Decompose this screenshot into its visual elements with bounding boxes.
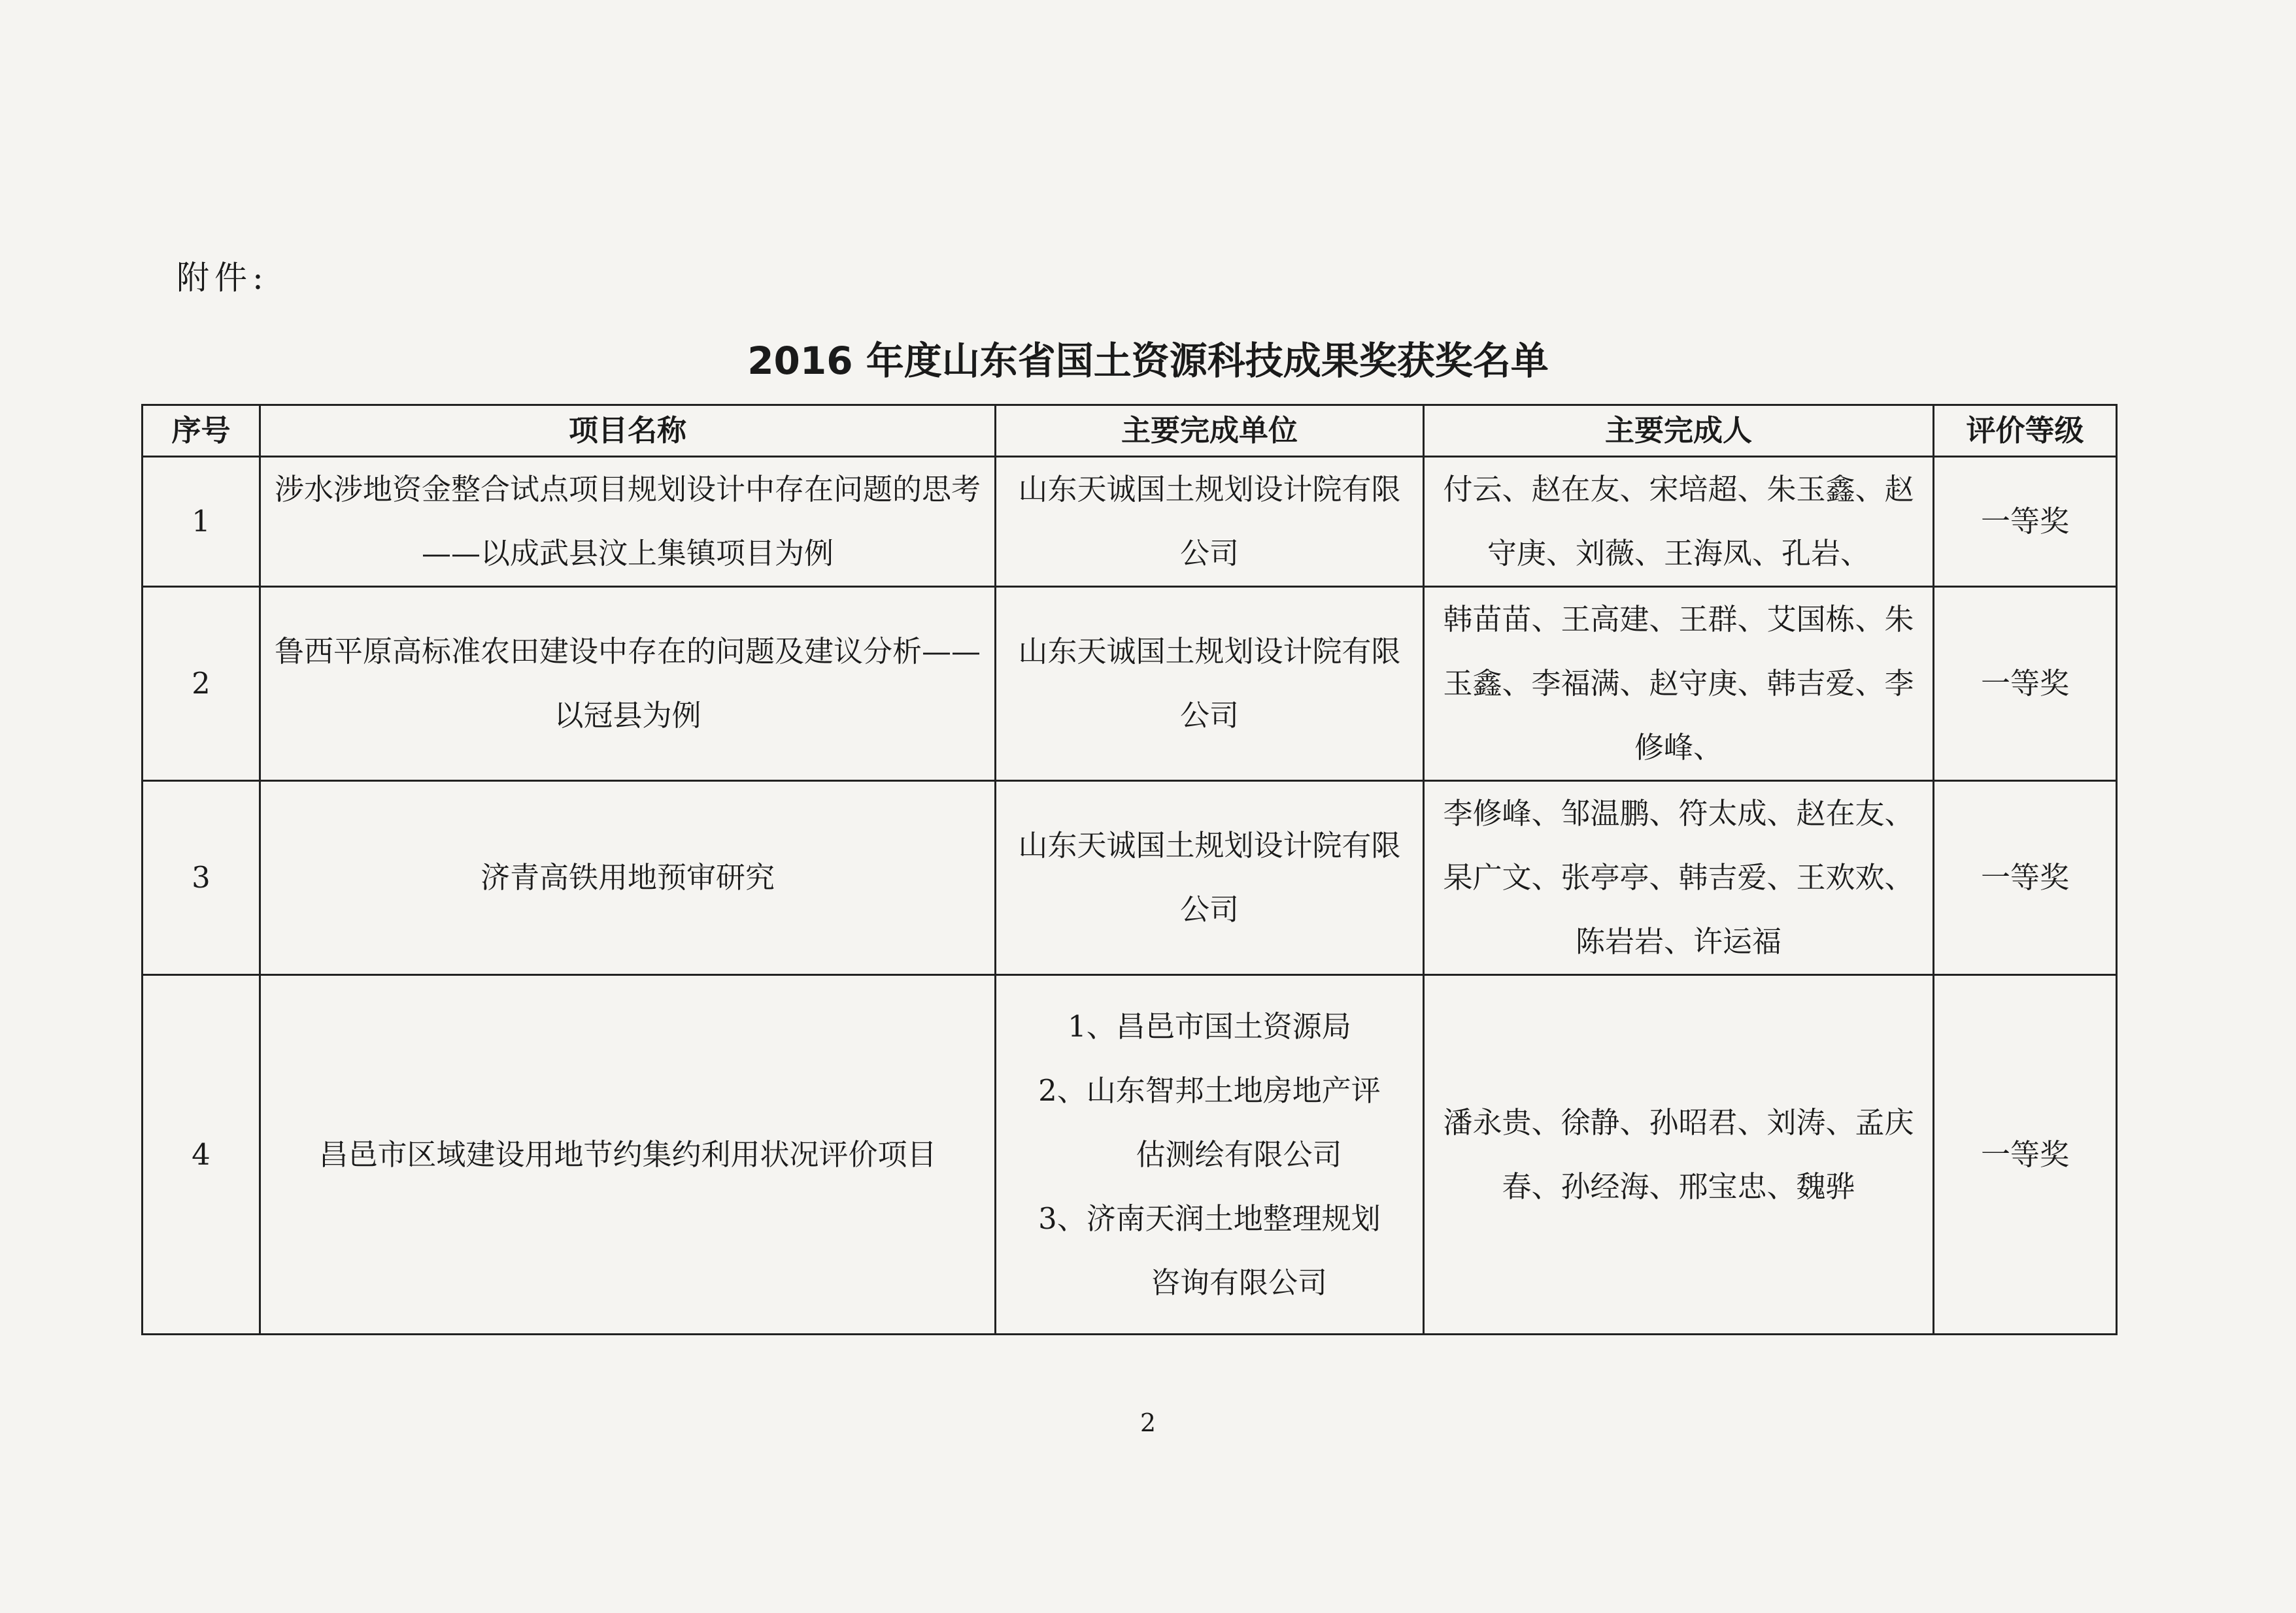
page-number: 2	[1140, 1408, 1156, 1437]
row-unit: 山东天诚国土规划设计院有限公司	[996, 457, 1424, 587]
attachment-label: 附件:	[177, 259, 269, 297]
row-project-name: 昌邑市区域建设用地节约集约利用状况评价项目	[260, 975, 996, 1335]
row-persons: 潘永贵、徐静、孙昭君、刘涛、孟庆春、孙经海、邢宝忠、魏骅	[1424, 975, 1934, 1335]
header-level: 评价等级	[1934, 405, 2117, 457]
awards-table	[141, 404, 2118, 1335]
row-no: 4	[143, 975, 260, 1335]
page-title: 2016 年度山东省国土资源科技成果奖获奖名单	[747, 339, 1549, 383]
row-level: 一等奖	[1934, 587, 2117, 781]
row-no: 3	[143, 781, 260, 975]
header-persons: 主要完成人	[1424, 405, 1934, 457]
unit-item-2-continued: 估测绘有限公司	[1136, 1137, 1342, 1172]
table-row	[143, 781, 2117, 975]
row-project-name: 济青高铁用地预审研究	[260, 781, 996, 975]
row-persons: 韩苗苗、王高建、王群、艾国栋、朱玉鑫、李福满、赵守庚、韩吉爱、李修峰、	[1424, 587, 1934, 781]
table-row	[143, 587, 2117, 781]
unit-item-1: 1、昌邑市国土资源局	[1068, 1008, 1351, 1044]
row-project-name: 涉水涉地资金整合试点项目规划设计中存在问题的思考——以成武县汶上集镇项目为例	[260, 457, 996, 587]
row-unit: 山东天诚国土规划设计院有限公司	[996, 781, 1424, 975]
unit-item-3: 3、济南天润土地整理规划	[1038, 1201, 1381, 1236]
header-project-name: 项目名称	[260, 405, 996, 457]
table-row	[143, 457, 2117, 587]
table-row	[143, 975, 2117, 1335]
unit-item-3-continued: 咨询有限公司	[1150, 1265, 1327, 1300]
unit-item-2: 2、山东智邦土地房地产评	[1038, 1073, 1381, 1108]
row-unit-list	[996, 975, 1424, 1335]
row-no: 2	[143, 587, 260, 781]
row-project-name: 鲁西平原高标准农田建设中存在的问题及建议分析——以冠县为例	[260, 587, 996, 781]
row-persons: 付云、赵在友、宋培超、朱玉鑫、赵守庚、刘薇、王海凤、孔岩、	[1424, 457, 1934, 587]
row-level: 一等奖	[1934, 781, 2117, 975]
row-level: 一等奖	[1934, 457, 2117, 587]
header-no: 序号	[143, 405, 260, 457]
header-unit: 主要完成单位	[996, 405, 1424, 457]
row-unit: 山东天诚国土规划设计院有限公司	[996, 587, 1424, 781]
row-no: 1	[143, 457, 260, 587]
table-header-row	[143, 405, 2117, 457]
row-level: 一等奖	[1934, 975, 2117, 1335]
row-persons: 李修峰、邹温鹏、符太成、赵在友、杲广文、张亭亭、韩吉爱、王欢欢、陈岩岩、许运福	[1424, 781, 1934, 975]
